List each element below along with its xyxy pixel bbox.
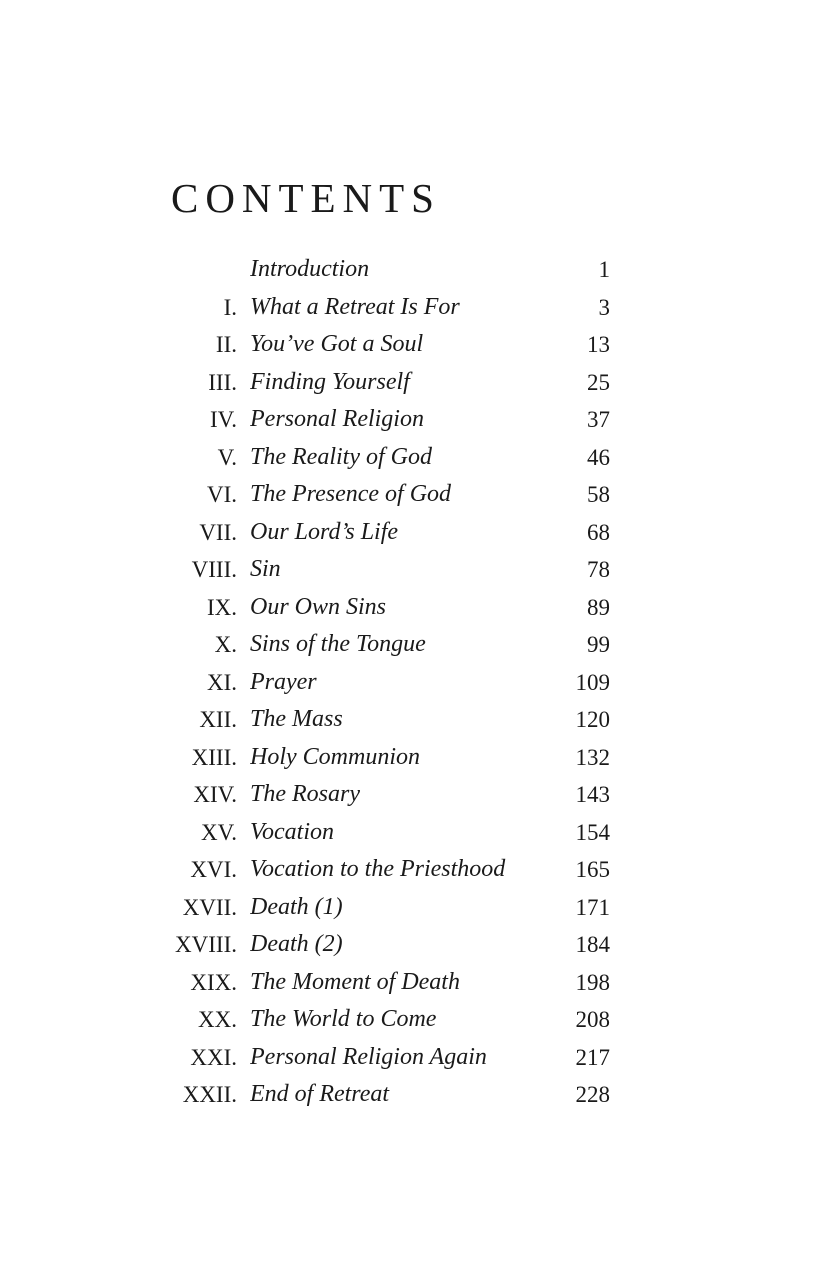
chapter-numeral: XXI.	[190, 1044, 237, 1070]
chapter-title: Prayer	[250, 668, 317, 695]
toc-entry	[0, 589, 610, 627]
chapter-numeral: XXII.	[182, 1082, 237, 1107]
toc-entry	[0, 926, 610, 964]
page-number: 143	[575, 782, 610, 807]
toc-entry	[0, 664, 610, 702]
toc-entry	[0, 851, 610, 889]
toc-entry	[0, 551, 610, 589]
chapter-title: Vocation to the Priesthood	[250, 856, 506, 882]
page-number: 217	[575, 1044, 610, 1070]
page-number: 78	[587, 557, 610, 582]
toc-entry	[0, 401, 610, 439]
toc-entry	[0, 1001, 610, 1039]
toc-entry	[0, 326, 610, 364]
chapter-title: Introduction	[250, 256, 370, 282]
chapter-numeral: VI.	[206, 482, 237, 507]
page-number: 1	[598, 257, 610, 282]
chapter-title: Personal Religion	[250, 406, 424, 432]
chapter-numeral: XV.	[200, 819, 237, 845]
chapter-numeral: XIX.	[190, 969, 237, 995]
chapter-title: Our Lord’s Life	[250, 518, 399, 545]
chapter-numeral: II.	[215, 332, 237, 357]
page-number: 68	[587, 519, 610, 545]
chapter-numeral: XX.	[198, 1007, 237, 1032]
chapter-numeral: XII.	[199, 707, 237, 732]
chapter-numeral: XIII.	[191, 744, 237, 770]
page-number: 46	[587, 444, 610, 470]
toc-entry	[0, 626, 610, 664]
chapter-title: Sin	[250, 556, 281, 582]
chapter-numeral: XI.	[206, 669, 237, 695]
chapter-title: The Presence of God	[250, 481, 452, 507]
chapter-numeral: VII.	[199, 519, 237, 545]
toc-entry	[0, 1076, 610, 1114]
chapter-title: Vocation	[250, 818, 334, 845]
chapter-numeral: XVIII.	[175, 932, 237, 957]
toc-list	[0, 251, 610, 1114]
chapter-title: End of Retreat	[250, 1081, 390, 1107]
chapter-numeral: IV.	[209, 407, 237, 432]
chapter-title: Death (1)	[250, 893, 343, 920]
page-number: 132	[575, 744, 610, 770]
chapter-title: The Rosary	[250, 781, 360, 807]
toc-entry	[0, 251, 610, 289]
chapter-title: Personal Religion Again	[250, 1043, 487, 1070]
chapter-title: The Moment of Death	[250, 968, 460, 995]
chapter-title: Death (2)	[250, 931, 343, 957]
chapter-title: You’ve Got a Soul	[250, 331, 424, 357]
chapter-title: Finding Yourself	[250, 368, 410, 395]
page-number: 25	[587, 369, 610, 395]
page-number: 58	[587, 482, 610, 507]
chapter-numeral: III.	[208, 369, 237, 395]
chapter-title: Holy Communion	[250, 743, 420, 770]
chapter-title: The World to Come	[250, 1006, 437, 1032]
page-number: 109	[575, 669, 610, 695]
toc-entry	[0, 739, 610, 777]
toc-entry	[0, 476, 610, 514]
page-title: CONTENTS	[171, 175, 441, 221]
page-number: 13	[587, 332, 610, 357]
chapter-numeral: XVI.	[190, 857, 237, 882]
chapter-title: Our Own Sins	[250, 593, 387, 620]
toc-entry	[0, 289, 610, 327]
page-number: 171	[575, 894, 610, 920]
toc-entry	[0, 1039, 610, 1077]
page-number: 120	[575, 707, 610, 732]
page-number: 184	[575, 932, 610, 957]
toc-entry	[0, 776, 610, 814]
toc-entry	[0, 889, 610, 927]
chapter-numeral: XIV.	[193, 782, 237, 807]
chapter-title: Sins of the Tongue	[250, 631, 426, 657]
page-number: 37	[587, 407, 610, 432]
chapter-numeral: VIII.	[191, 557, 237, 582]
toc-entry	[0, 701, 610, 739]
toc-entry	[0, 814, 610, 852]
page-number: 99	[587, 632, 610, 657]
chapter-numeral: X.	[214, 632, 237, 657]
chapter-numeral: IX.	[206, 594, 237, 620]
chapter-title: What a Retreat Is For	[250, 293, 460, 320]
chapter-numeral: XVII.	[182, 894, 237, 920]
toc-entry	[0, 964, 610, 1002]
toc-entry	[0, 439, 610, 477]
toc-entry	[0, 364, 610, 402]
page-number: 154	[575, 819, 610, 845]
chapter-numeral	[0, 251, 237, 289]
chapter-numeral: V.	[217, 444, 237, 470]
page-number: 89	[587, 594, 610, 620]
page-number: 165	[575, 857, 610, 882]
page-number: 3	[598, 294, 610, 320]
chapter-numeral: I.	[223, 294, 237, 320]
page-number: 198	[575, 969, 610, 995]
page-number: 228	[575, 1082, 610, 1107]
toc-entry	[0, 514, 610, 552]
chapter-title: The Reality of God	[250, 443, 432, 470]
chapter-title: The Mass	[250, 706, 343, 732]
page-number: 208	[575, 1007, 610, 1032]
